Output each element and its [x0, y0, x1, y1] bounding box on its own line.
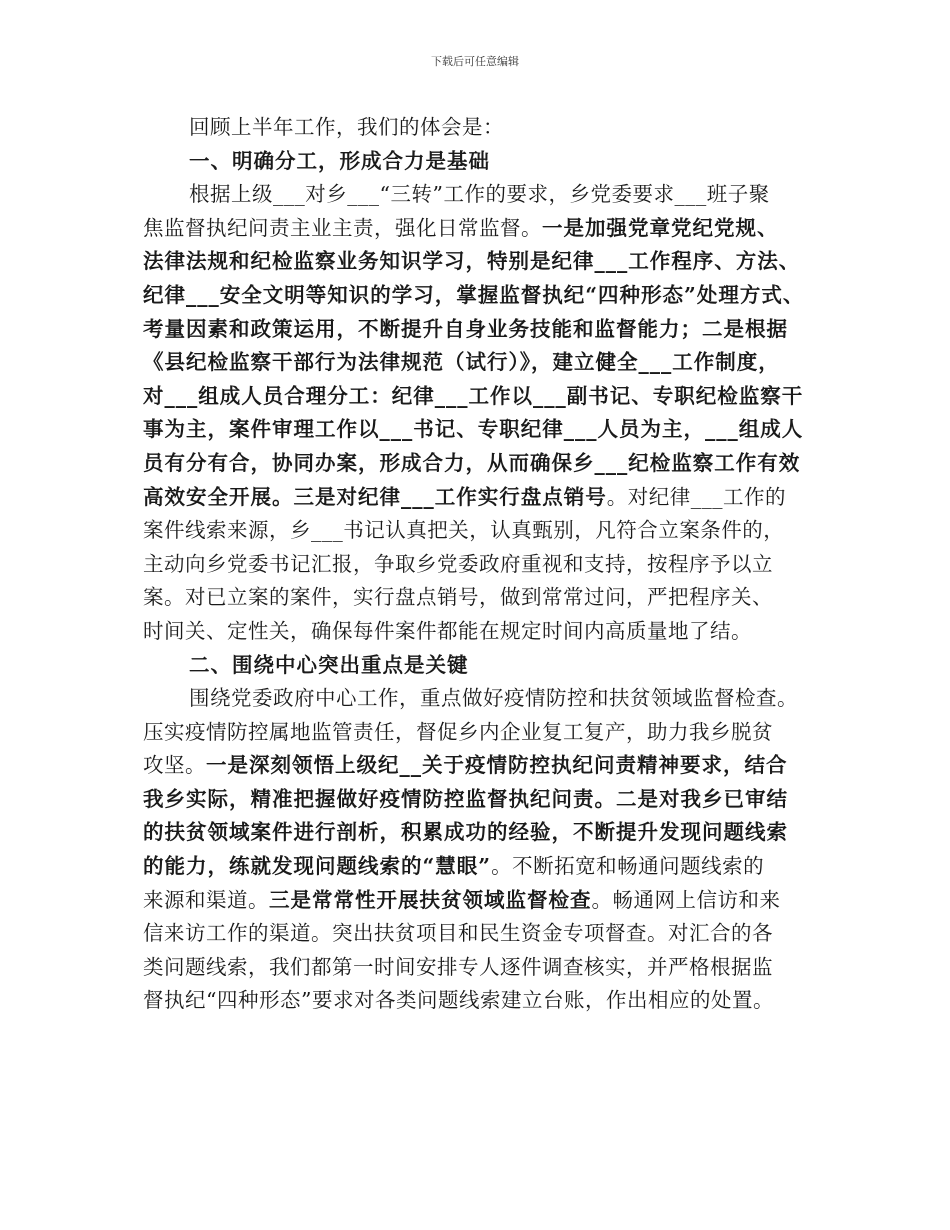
- page-header: 下载后可任意编辑: [431, 55, 519, 68]
- text-line: 时间关、定性关，确保每件案件都能在规定时间内高质量地了结。: [143, 618, 752, 643]
- text-line: 的能力，练就发现问题线索的“慧眼”。不断拓宽和畅通问题线索的: [143, 854, 765, 879]
- text-line: 法律法规和纪检监察业务知识学习，特别是纪律___工作程序、方法、: [143, 249, 801, 274]
- text-line: 纪律___安全文明等知识的学习，掌握监督执纪“四种形态”处理方式、: [143, 282, 805, 307]
- text-line: 事为主，案件审理工作以___书记、专职纪律___人员为主，___组成人: [143, 417, 804, 442]
- text-line: 主动向乡党委书记汇报，争取乡党委政府重视和支持，按程序予以立: [143, 551, 773, 576]
- text-line: 案件线索来源，乡___书记认真把关，认真甄别，凡符合立案条件的，: [143, 518, 785, 543]
- text-line: 高效安全开展。三是对纪律___工作实行盘点销号。对纪律___工作的: [143, 484, 786, 509]
- section-heading: 二、围绕中心突出重点是关键: [189, 652, 469, 677]
- text-line: 围绕党委政府中心工作，重点做好疫情防控和扶贫领域监督检查。: [189, 686, 798, 711]
- text-line: 案。对已立案的案件，实行盘点销号，做到常常过问，严把程序关、: [143, 585, 773, 610]
- text-line: 的扶贫领域案件进行剖析，积累成功的经验，不断提升发现问题线索: [143, 820, 788, 845]
- text-line: 督执纪“四种形态”要求对各类问题线索建立台账，作出相应的处置。: [143, 988, 774, 1013]
- text-line: 来源和渠道。三是常常性开展扶贫领域监督检查。畅通网上信访和来: [143, 887, 781, 912]
- text-line: 类问题线索，我们都第一时间安排专人逐件调查核实，并严格根据监: [143, 954, 773, 979]
- section-heading: 一、明确分工，形成合力是基础: [189, 148, 490, 173]
- text-line: 根据上级___对乡___“三转”工作的要求，乡党委要求___班子聚: [189, 182, 770, 207]
- text-line: 考量因素和政策运用，不断提升自身业务技能和监督能力；二是根据: [143, 316, 788, 341]
- text-line: 压实疫情防控属地监管责任，督促乡内企业复工复产，助力我乡脱贫: [143, 719, 773, 744]
- document-body: [143, 111, 833, 1018]
- text-line: 回顾上半年工作，我们的体会是：: [189, 115, 504, 139]
- text-line: 攻坚。一是深刻领悟上级纪__关于疫情防控执纪问责精神要求，结合: [143, 753, 788, 778]
- text-line: 信来访工作的渠道。突出扶贫项目和民生资金专项督查。对汇合的各: [143, 921, 773, 946]
- text-line: 员有分有合，协同办案，形成合力，从而确保乡___纪检监察工作有效: [143, 450, 801, 475]
- text-line: 《县纪检监察干部行为法律规范（试行）》，建立健全___工作制度，: [143, 350, 780, 375]
- text-line: 对___组成人员合理分工：纪律___工作以___副书记、专职纪检监察干: [143, 383, 804, 408]
- text-line: 焦监督执纪问责主业主责，强化日常监督。一是加强党章党纪党规、: [143, 215, 779, 240]
- text-line: 我乡实际，精准把握做好疫情防控监督执纪问责。二是对我乡已审结: [143, 786, 788, 811]
